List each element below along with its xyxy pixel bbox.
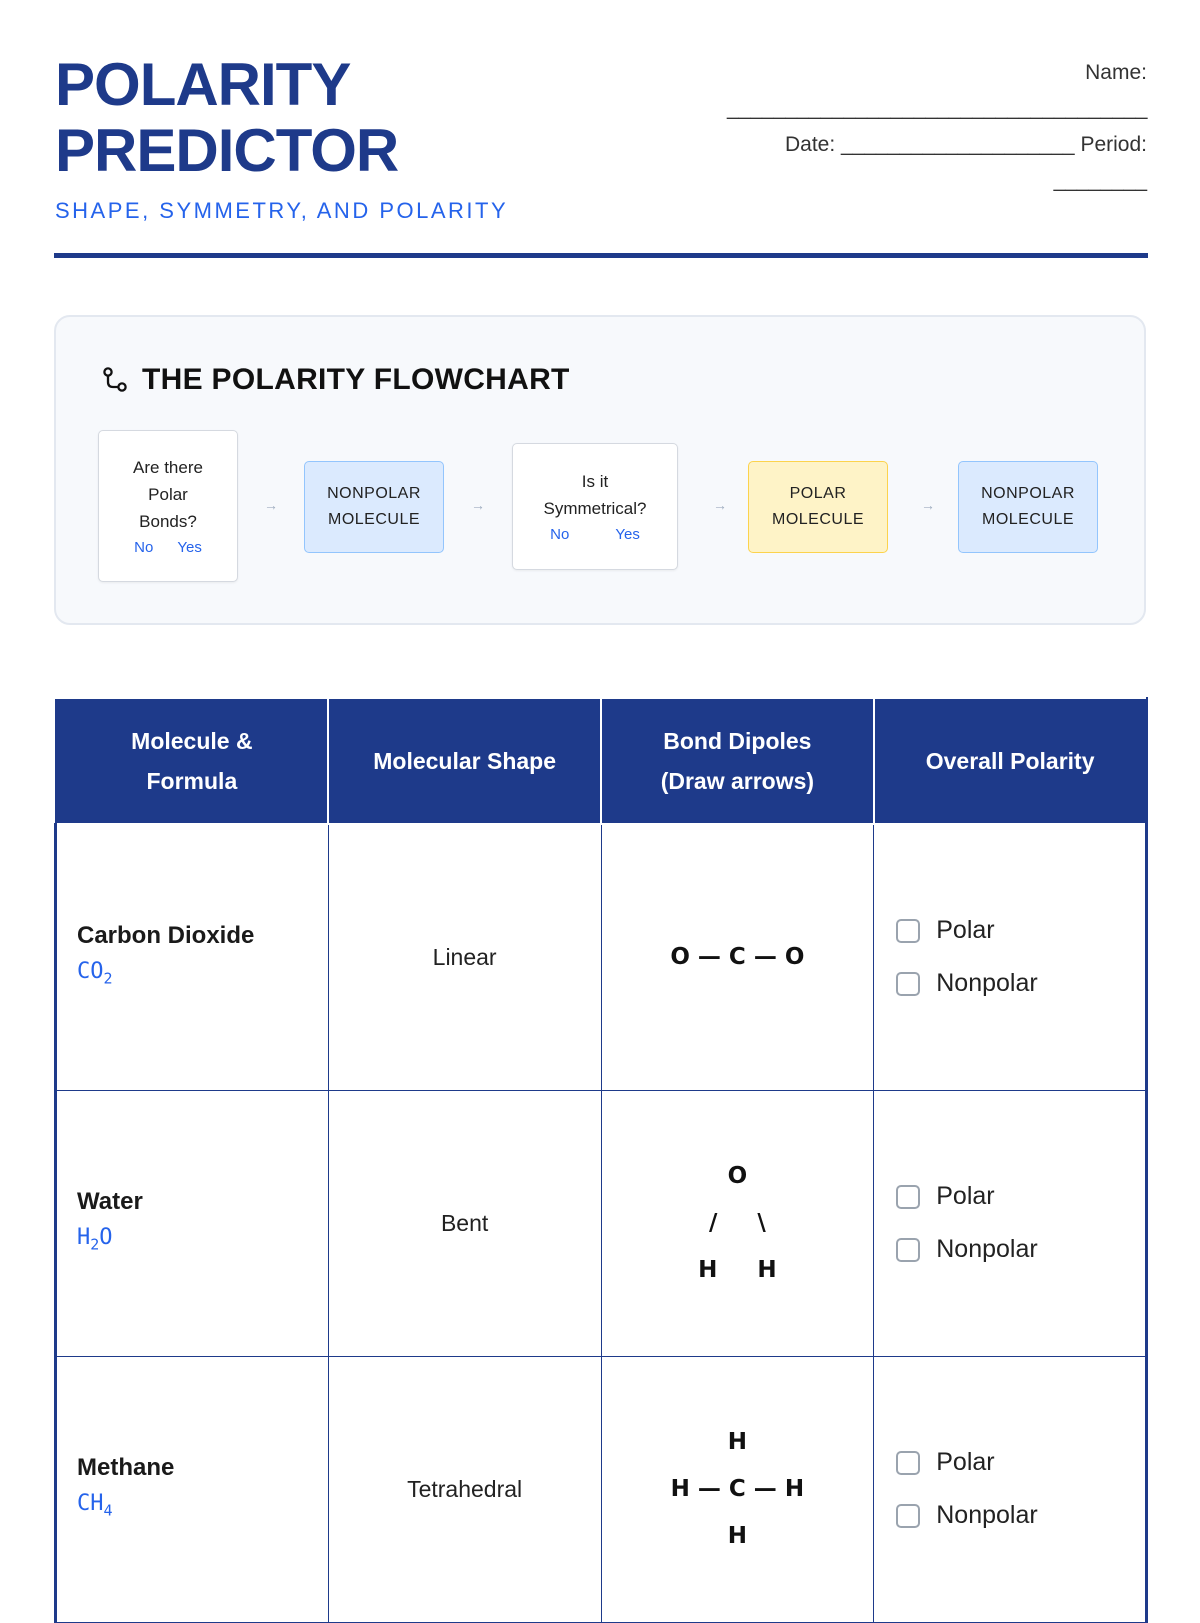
formula-base: CO: [77, 959, 104, 985]
molecule-cell: [56, 824, 329, 1090]
molecule-name: Water: [77, 1187, 143, 1215]
formula-tail: O: [99, 1224, 113, 1250]
period-field[interactable]: ________: [1053, 169, 1147, 192]
molecule-formula: [77, 1220, 308, 1262]
structure-line: O: [727, 1162, 748, 1189]
molecule-cell: [56, 1356, 329, 1622]
header-col1-line-2: Formula: [146, 768, 238, 794]
molecule-name: Methane: [77, 1453, 175, 1481]
structure-line: H H: [698, 1256, 777, 1283]
polar-checkbox[interactable]: [896, 1451, 920, 1475]
structure-line: H — C — H: [670, 1475, 805, 1502]
period-label: Period:: [1080, 133, 1147, 156]
molecule-formula: [77, 954, 308, 996]
header-col3-line-2: (Draw arrows): [660, 768, 815, 794]
date-label: Date:: [784, 133, 836, 156]
formula-subscript: 2: [103, 969, 113, 988]
q2-yes-label: Yes: [615, 525, 640, 543]
molecule-table: [54, 697, 1148, 1623]
header-molecular-shape: Molecular Shape: [328, 698, 601, 824]
formula-base: CH: [77, 1490, 104, 1516]
nonpolar-checkbox[interactable]: [896, 1238, 920, 1262]
flowchart-header: [100, 363, 570, 397]
structure-line: / \: [708, 1209, 766, 1236]
molecule-formula: [77, 1486, 308, 1528]
nonpolar-option[interactable]: [896, 1489, 1125, 1542]
polarity-options: [874, 1090, 1147, 1356]
polar-option[interactable]: [896, 1436, 1125, 1489]
question-polar-bonds: [98, 430, 238, 582]
formula-subscript: 4: [103, 1501, 113, 1520]
polarity-options: [874, 1356, 1147, 1622]
nonpolar-label: Nonpolar: [936, 969, 1038, 998]
header-molecule-formula: [56, 698, 329, 824]
date-field[interactable]: ____________________: [841, 133, 1075, 156]
nonpolar-label: Nonpolar: [936, 1235, 1038, 1263]
molecular-shape: Linear: [328, 824, 601, 1090]
nonpolar-checkbox[interactable]: [896, 972, 920, 996]
q1-line-2: Polar: [148, 484, 188, 504]
q1-no-label: No: [134, 538, 154, 556]
worksheet-title: [55, 52, 398, 184]
question-symmetrical: [512, 443, 678, 570]
q1-yes-label: Yes: [177, 538, 202, 556]
result-nonpolar-2: [958, 461, 1098, 553]
nonpolar-option[interactable]: [896, 957, 1125, 1010]
name-label: Name:: [1085, 61, 1147, 84]
q1-line-3: Bonds?: [139, 511, 197, 531]
result-polar: [748, 461, 888, 553]
name-field[interactable]: ____________________________________: [727, 97, 1148, 120]
polar-checkbox[interactable]: [896, 919, 920, 943]
nonpolar-label: Nonpolar: [936, 1501, 1038, 1529]
result-nonpolar-1: [304, 461, 444, 553]
dipole-drawing-area[interactable]: [601, 824, 874, 1090]
polarity-options: [874, 824, 1147, 1090]
polar-label: Polar: [936, 1182, 995, 1210]
q2-line-2: Symmetrical?: [543, 498, 647, 518]
formula-subscript: 2: [90, 1235, 100, 1254]
r2-line-2: MOLECULE: [771, 511, 865, 528]
flowchart-title: THE POLARITY FLOWCHART: [142, 363, 570, 396]
dipole-drawing-area[interactable]: [601, 1090, 874, 1356]
polar-option[interactable]: [896, 904, 1125, 957]
header-divider: [54, 253, 1148, 258]
student-info: [727, 55, 1147, 199]
flowchart-icon: [100, 365, 130, 395]
molecular-shape: Bent: [328, 1090, 601, 1356]
r2-line-1: POLAR: [789, 485, 847, 502]
molecular-shape: Tetrahedral: [328, 1356, 601, 1622]
title-line-2: PREDICTOR: [55, 117, 399, 184]
formula-base: H: [77, 1224, 91, 1250]
title-line-1: POLARITY: [55, 51, 351, 118]
r1-line-2: MOLECULE: [327, 511, 421, 528]
structure-line: H: [727, 1428, 747, 1455]
flow-arrow-icon: →: [713, 497, 727, 513]
header-bond-dipoles: [601, 698, 874, 824]
table-row: [56, 1356, 1147, 1622]
molecule-cell: [56, 1090, 329, 1356]
r3-line-1: NONPOLAR: [981, 485, 1075, 502]
table-row: [56, 824, 1147, 1090]
header-col1-line-1: Molecule &: [131, 728, 253, 754]
flow-arrow-icon: →: [264, 497, 278, 513]
dipole-drawing-area[interactable]: [601, 1356, 874, 1622]
header-col3-line-1: Bond Dipoles: [663, 728, 812, 754]
q1-line-1: Are there: [133, 457, 203, 477]
nonpolar-option[interactable]: [896, 1223, 1125, 1276]
header-overall-polarity: Overall Polarity: [874, 698, 1147, 824]
q2-line-1: Is it: [581, 471, 609, 491]
worksheet-subtitle: SHAPE, SYMMETRY, AND POLARITY: [55, 198, 509, 223]
flowchart-card: [54, 315, 1146, 625]
table-header-row: [56, 698, 1147, 824]
table-row: [56, 1090, 1147, 1356]
r1-line-1: NONPOLAR: [327, 485, 421, 502]
polar-label: Polar: [936, 1448, 995, 1476]
structure-line: H: [727, 1522, 747, 1549]
flow-arrow-icon: →: [471, 497, 485, 513]
polar-checkbox[interactable]: [896, 1185, 920, 1209]
molecule-name: Carbon Dioxide: [77, 922, 255, 950]
polar-label: Polar: [936, 916, 995, 945]
q2-no-label: No: [550, 525, 570, 543]
flow-arrow-icon: →: [921, 497, 935, 513]
structure-line: O — C — O: [670, 943, 805, 970]
nonpolar-checkbox[interactable]: [896, 1504, 920, 1528]
polar-option[interactable]: [896, 1170, 1125, 1223]
r3-line-2: MOLECULE: [981, 511, 1075, 528]
